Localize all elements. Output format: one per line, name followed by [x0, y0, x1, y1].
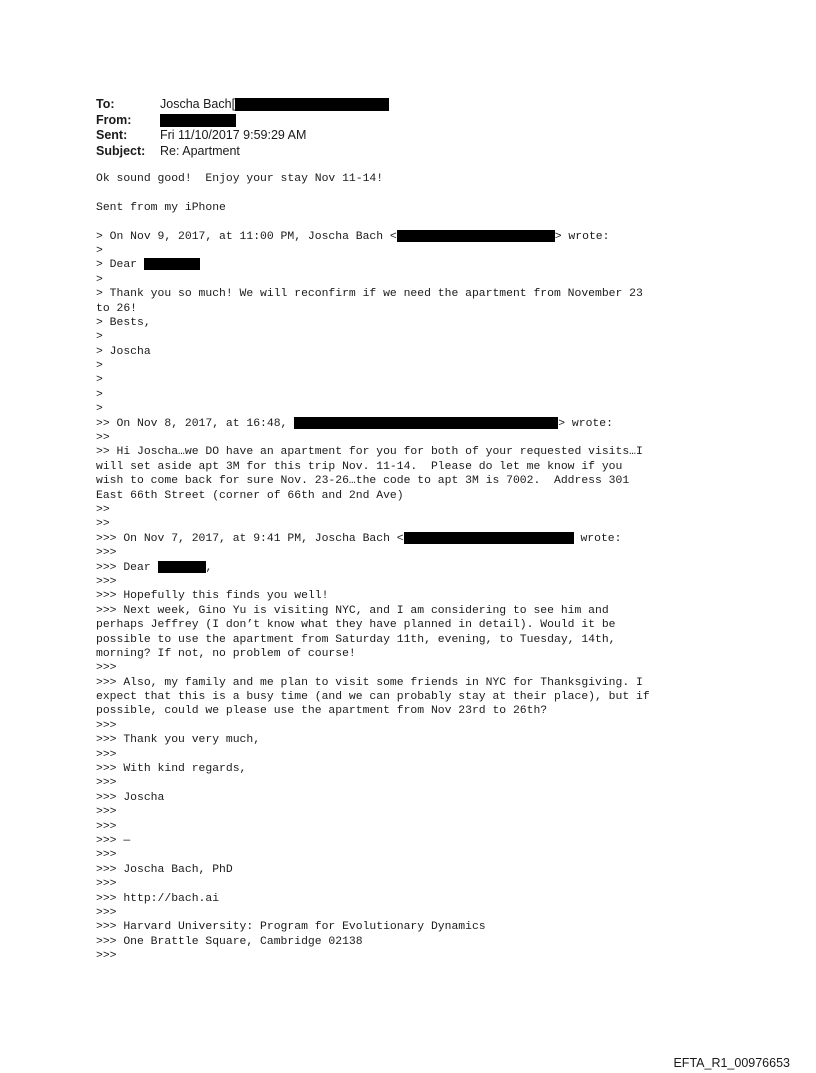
from-label: From:	[96, 112, 132, 127]
quote-marker: >>>	[96, 547, 117, 560]
quote2-line: will set aside apt 3M for this trip Nov. 11-14. Please do let me know if you	[96, 460, 623, 473]
redaction-box	[144, 258, 200, 270]
quote3-line: >>> Also, my family and me plan to visit some friends in NYC for Thanksgiving. I	[96, 676, 643, 689]
quote-marker: >	[96, 331, 103, 344]
quote-marker: >>	[96, 503, 110, 516]
redaction-box	[404, 532, 574, 544]
sent-value: Fri 11/10/2017 9:59:29 AM	[160, 128, 307, 142]
quote3-dear-comma: ,	[205, 561, 213, 574]
quote-marker: >	[96, 388, 103, 401]
quote3-line: >>> Next week, Gino Yu is visiting NYC, and I am considering to see him and	[96, 604, 609, 617]
quote1-line: > Thank you so much! We will reconfirm if we need the apartment from November 23	[96, 288, 643, 301]
quote1-line: > Joscha	[96, 345, 151, 358]
quote3-greeting	[96, 561, 796, 575]
quote3-dear: >>> Dear	[96, 561, 158, 574]
document-id: EFTA_R1_00976653	[673, 1056, 790, 1070]
quote2-line: East 66th Street (corner of 66th and 2nd Ave)	[96, 489, 404, 502]
blank-line	[96, 215, 796, 229]
quote1-greeting	[96, 258, 796, 272]
quote1-intro	[96, 230, 796, 244]
quote3-line: expect that this is a busy time (and we can probably stay at their place), but if	[96, 691, 650, 704]
quote1-wrote: > wrote:	[554, 230, 610, 243]
quote-marker: >	[96, 273, 103, 286]
quote3-line: >>> With kind regards,	[96, 763, 247, 776]
to-value: Joscha Bach[	[160, 97, 236, 111]
quote3-line: >>> Thank you very much,	[96, 734, 261, 747]
quote-marker: >>>	[96, 719, 117, 732]
to-label: To:	[96, 97, 115, 111]
quote-marker: >	[96, 403, 103, 416]
redaction-box	[294, 417, 558, 429]
quote-marker: >>>	[96, 849, 117, 862]
quote3-line: >>> Hopefully this finds you well!	[96, 590, 329, 603]
sent-label: Sent:	[96, 128, 128, 142]
redaction-box	[158, 561, 206, 573]
quote-marker: >>	[96, 518, 110, 531]
sent-row	[96, 128, 389, 144]
quote3-wrote: wrote:	[573, 532, 622, 545]
subject-label: Subject:	[96, 143, 146, 158]
blank-line	[96, 186, 796, 200]
to-row	[96, 97, 389, 113]
quote2-line: >> Hi Joscha…we DO have an apartment for you for both of your requested visits…I	[96, 446, 643, 459]
email-body	[96, 172, 796, 963]
quote-marker: >>>	[96, 906, 117, 919]
email-header	[96, 97, 389, 159]
quote-marker: >>>	[96, 806, 117, 819]
quote2-intro	[96, 417, 796, 431]
reply-text: Ok sound good! Enjoy your stay Nov 11-14!	[96, 173, 384, 185]
quote1-intro-text: > On Nov 9, 2017, at 11:00 PM, Joscha Bach <	[96, 230, 397, 243]
quote-marker: >	[96, 374, 103, 387]
quote3-line: >>> Joscha Bach, PhD	[96, 863, 233, 876]
quote3-line: possible, could we please use the apartment from Nov 23rd to 26th?	[96, 705, 548, 718]
from-row	[96, 113, 389, 129]
quote3-line: >>> One Brattle Square, Cambridge 02138	[96, 935, 363, 948]
quote-marker: >>>	[96, 878, 117, 891]
quote-marker: >>>	[96, 662, 117, 675]
quote3-line: >>> —	[96, 834, 131, 847]
reply-signature: Sent from my iPhone	[96, 201, 226, 214]
quote2-intro-text: >> On Nov 8, 2017, at 16:48,	[96, 417, 295, 430]
quote3-intro	[96, 532, 796, 546]
quote-marker: >>>	[96, 950, 117, 963]
quote1-line: to 26!	[96, 302, 138, 315]
quote3-line: possible to use the apartment from Saturday 11th, evening, to Tuesday, 14th,	[96, 633, 616, 646]
quote-marker: >	[96, 244, 103, 257]
quote3-line: morning? If not, no problem of course!	[96, 647, 356, 660]
quote2-line: wish to come back for sure Nov. 23-26…the code to apt 3M is 7002. Address 301	[96, 475, 630, 488]
quote3-line: perhaps Jeffrey (I don’t know what they have planned in detail). Would it be	[96, 619, 616, 632]
redaction-box	[397, 230, 555, 242]
quote-marker: >>>	[96, 575, 117, 588]
redaction-box	[235, 98, 389, 111]
quote3-line: >>> http://bach.ai	[96, 892, 220, 905]
redaction-box	[160, 114, 236, 127]
quote-marker: >>>	[96, 777, 117, 790]
quote1-line: > Bests,	[96, 316, 151, 329]
quote-marker: >>	[96, 432, 110, 445]
quote-marker: >>>	[96, 820, 117, 833]
subject-row	[96, 144, 389, 160]
quote3-line: >>> Joscha	[96, 791, 165, 804]
subject-value: Re: Apartment	[160, 143, 240, 158]
quote-marker: >	[96, 360, 103, 373]
quote1-dear: > Dear	[96, 259, 144, 272]
quote-marker: >>>	[96, 748, 117, 761]
quote2-wrote: > wrote:	[558, 417, 613, 430]
quote3-line: >>> Harvard University: Program for Evolutionary Dynamics	[96, 921, 486, 934]
quote3-intro-text: >>> On Nov 7, 2017, at 9:41 PM, Joscha Bach <	[96, 532, 404, 545]
